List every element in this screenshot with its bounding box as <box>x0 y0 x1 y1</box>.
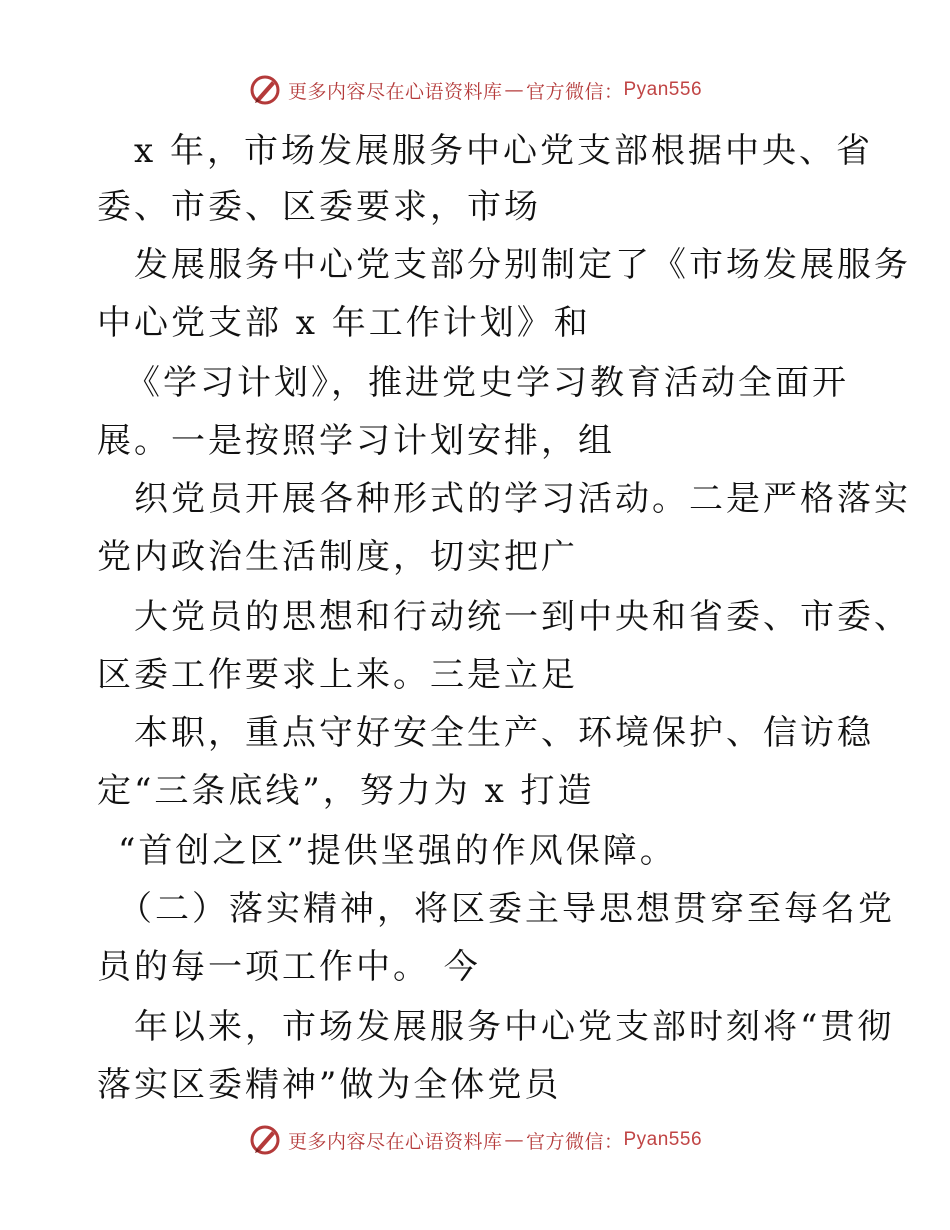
text-line: 大党员的思想和行动统一到中央和省委、市委、 <box>134 597 911 637</box>
watermark-separator: — <box>504 1129 524 1151</box>
watermark-text: 更多内容尽在心语资料库 <box>287 80 503 103</box>
text-line: “首创之区”提供坚强的作风保障。 <box>118 831 677 871</box>
text-line: 中心党支部 x 年工作计划》和 <box>97 303 591 343</box>
text-line: 织党员开展各种形式的学习活动。二是严格落实 <box>134 479 911 519</box>
text-line: 区委工作要求上来。三是立足 <box>97 655 578 695</box>
pen-circle-logo-icon <box>248 1123 282 1157</box>
text-line: 落实区委精神”做为全体党员 <box>97 1065 562 1105</box>
text-line: （二）落实精神，将区委主导思想贯穿至每名党 <box>118 889 895 929</box>
text-line: 定“三条底线”，努力为 x 打造 <box>97 771 595 811</box>
watermark-banner-bottom <box>0 1120 950 1160</box>
text-line: 《学习计划》，推进党史学习教育活动全面开 <box>126 363 849 403</box>
text-line: 发展服务中心党支部分别制定了《市场发展服务 <box>134 245 911 285</box>
watermark-separator: — <box>504 79 524 101</box>
pen-circle-logo-icon <box>248 73 282 107</box>
text-line: x 年，市场发展服务中心党支部根据中央、省 <box>134 131 873 171</box>
watermark-banner-top <box>0 70 950 110</box>
watermark-text: 更多内容尽在心语资料库 <box>287 1130 503 1153</box>
text-line: 党内政治生活制度，切实把广 <box>97 537 578 577</box>
text-line: 员的每一项工作中。 今 <box>97 947 481 987</box>
watermark-wechat-id: Pyan556 <box>623 79 703 100</box>
text-line: 委、市委、区委要求，市场 <box>97 187 541 227</box>
text-line: 展。一是按照学习计划安排，组 <box>97 421 615 461</box>
text-line: 本职，重点守好安全生产、环境保护、信访稳 <box>134 713 874 753</box>
watermark-wechat-label: 官方微信： <box>525 80 624 103</box>
watermark-wechat-label: 官方微信： <box>525 1130 624 1153</box>
watermark-wechat-id: Pyan556 <box>623 1129 703 1150</box>
text-line: 年以来，市场发展服务中心党支部时刻将“贯彻 <box>134 1007 895 1047</box>
